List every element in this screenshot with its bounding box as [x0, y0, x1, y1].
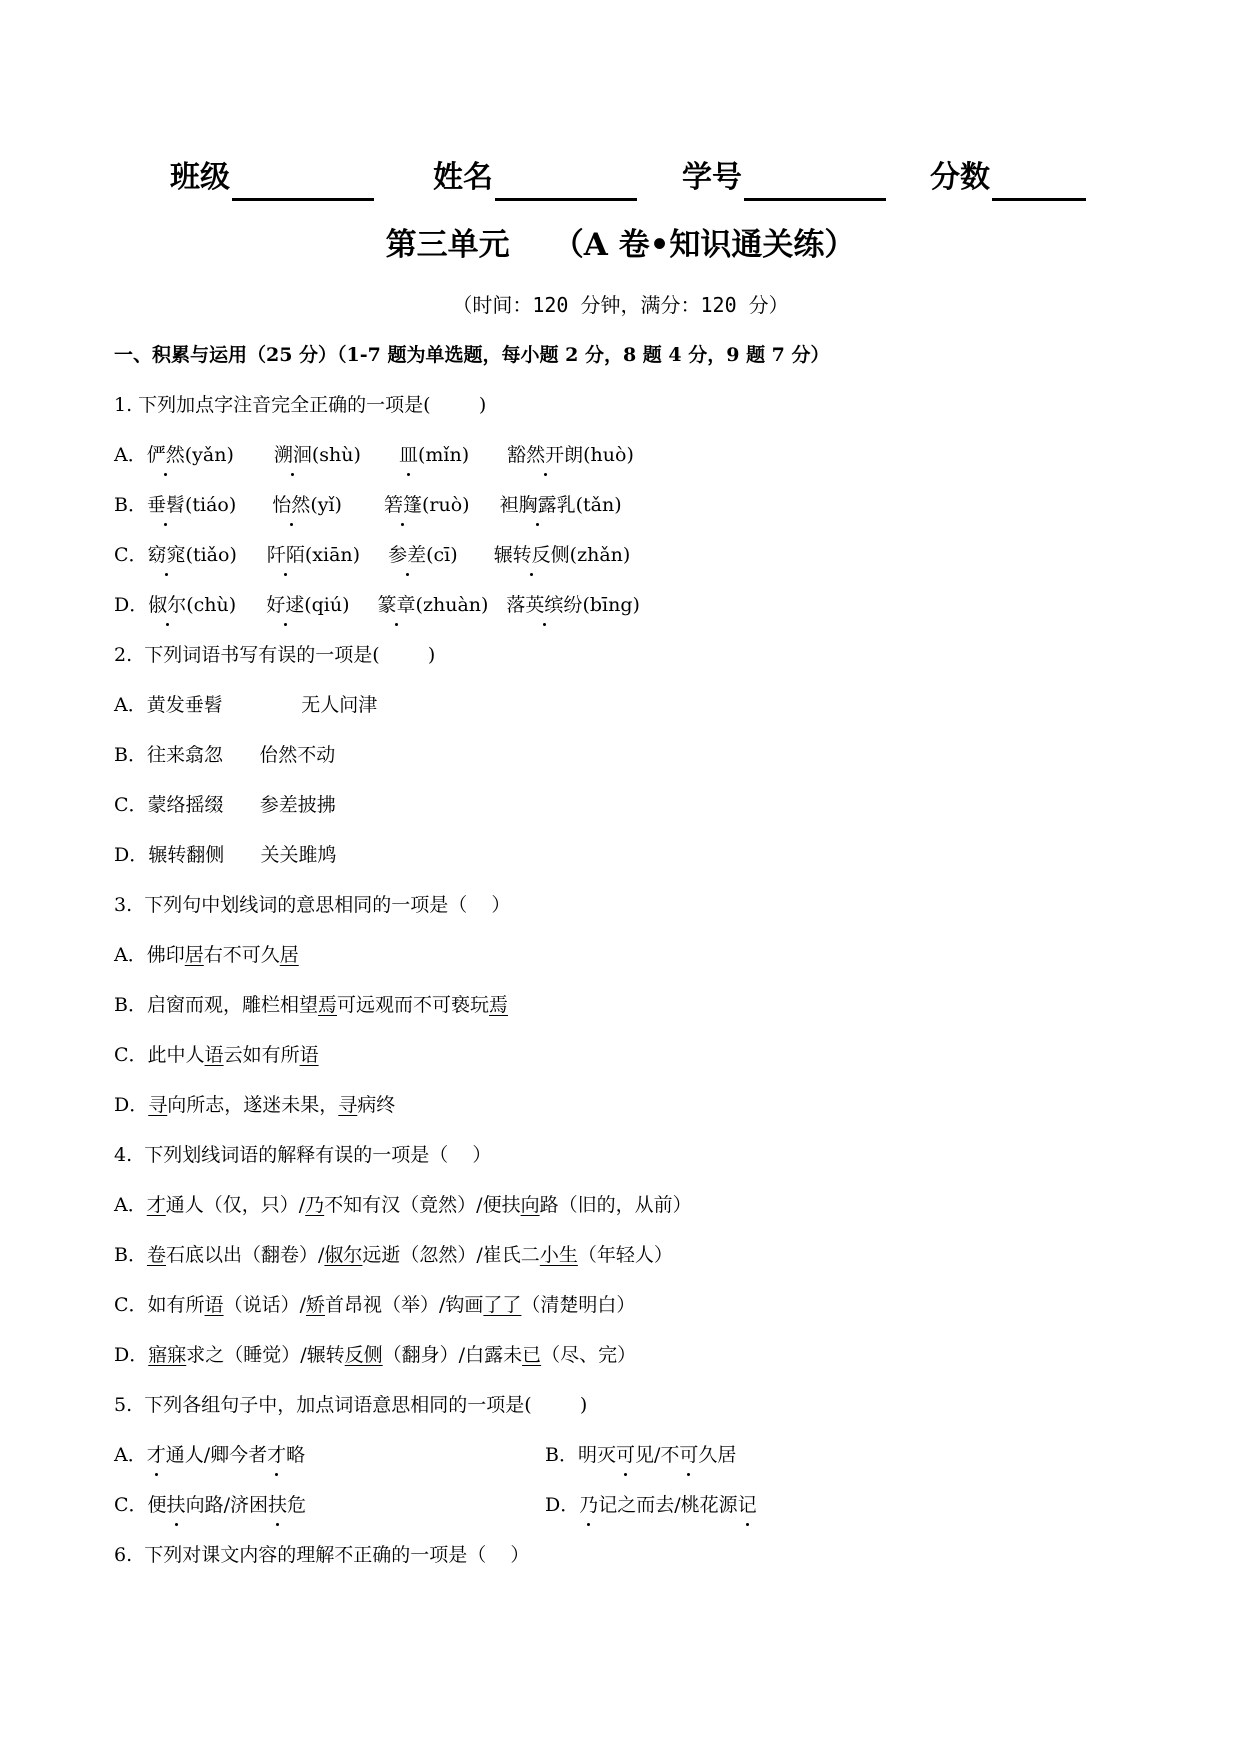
question-2-option-c: C．蒙络摇缀 参差披拂	[114, 794, 336, 816]
section-heading: 一、积累与运用（25 分）（1-7 题为单选题，每小题 2 分，8 题 4 分，9 题 7 分）	[114, 344, 830, 366]
question-2-stem: 2. 下列词语书写有误的一项是( )	[114, 644, 436, 666]
question-6-stem: 6. 下列对课文内容的理解不正确的一项是（ ）	[114, 1544, 530, 1566]
question-3-stem: 3. 下列句中划线词的意思相同的一项是（ ）	[114, 894, 511, 916]
student-id-label: 学号	[682, 160, 742, 195]
question-4-stem: 4. 下列划线词语的解释有误的一项是（ ）	[114, 1144, 492, 1166]
question-1-option-a: A．俨然(yǎn) 溯洄(shù) 皿(mǐn) 豁然开朗(huò)	[114, 440, 634, 470]
question-5-option-a: A．才通人/卿今者才略	[114, 1440, 305, 1470]
question-3-option-d: D．寻向所志，遂迷未果，寻病终	[114, 1094, 396, 1116]
score-label: 分数	[930, 160, 990, 195]
question-1-stem: 1. 下列加点字注音完全正确的一项是( )	[114, 394, 487, 416]
score-blank[interactable]	[992, 198, 1086, 201]
question-1-option-b: B．垂髫(tiáo) 怡然(yǐ) 箬篷(ruò) 袒胸露乳(tǎn)	[114, 490, 622, 520]
name-blank[interactable]	[495, 198, 637, 201]
question-3-option-b: B．启窗而观，雕栏相望焉可远观而不可亵玩焉	[114, 994, 509, 1016]
class-label: 班级	[170, 160, 230, 195]
question-3-option-c: C．此中人语云如有所语	[114, 1044, 319, 1066]
question-2-option-d: D．辗转翻侧 关关雎鸠	[114, 844, 337, 866]
class-blank[interactable]	[232, 198, 374, 201]
question-5-stem: 5. 下列各组句子中，加点词语意思相同的一项是( )	[114, 1394, 588, 1416]
question-2-option-a: A．黄发垂髫 无人问津	[114, 694, 378, 716]
name-label: 姓名	[433, 160, 493, 195]
question-5-option-c: C．便扶向路/济困扶危	[114, 1490, 306, 1520]
question-4-option-d: D．寤寐求之（睡觉）/辗转反侧（翻身）/白露未已（尽、完）	[114, 1344, 637, 1366]
question-4-option-b: B．卷石底以出（翻卷）/俶尔远逝（忽然）/崔氏二小生（年轻人）	[114, 1244, 673, 1266]
question-1-option-c: C．窈窕(tiǎo) 阡陌(xiān) 参差(cī) 辗转反侧(zhǎn)	[114, 540, 630, 570]
student-info-row	[0, 158, 1241, 208]
question-5-option-b: B．明灭可见/不可久居	[545, 1440, 736, 1470]
question-1-option-d: D．俶尔(chù) 好逑(qiú) 篆章(zhuàn) 落英缤纷(bīng)	[114, 590, 640, 620]
page-title: 第三单元 （A 卷•知识通关练）	[385, 227, 856, 263]
question-3-option-a: A．佛印居右不可久居	[114, 944, 299, 966]
question-5-option-d: D．乃记之而去/桃花源记	[545, 1490, 757, 1520]
question-4-option-a: A．才通人（仅，只）/乃不知有汉（竟然）/便扶向路（旧的，从前）	[114, 1194, 692, 1216]
student-id-blank[interactable]	[744, 198, 886, 201]
question-4-option-c: C．如有所语（说话）/矫首昂视（举）/钩画了了（清楚明白）	[114, 1294, 636, 1316]
exam-time-info: （时间：120 分钟，满分：120 分）	[452, 293, 789, 317]
question-2-option-b: B．往来翕忽 佁然不动	[114, 744, 336, 766]
